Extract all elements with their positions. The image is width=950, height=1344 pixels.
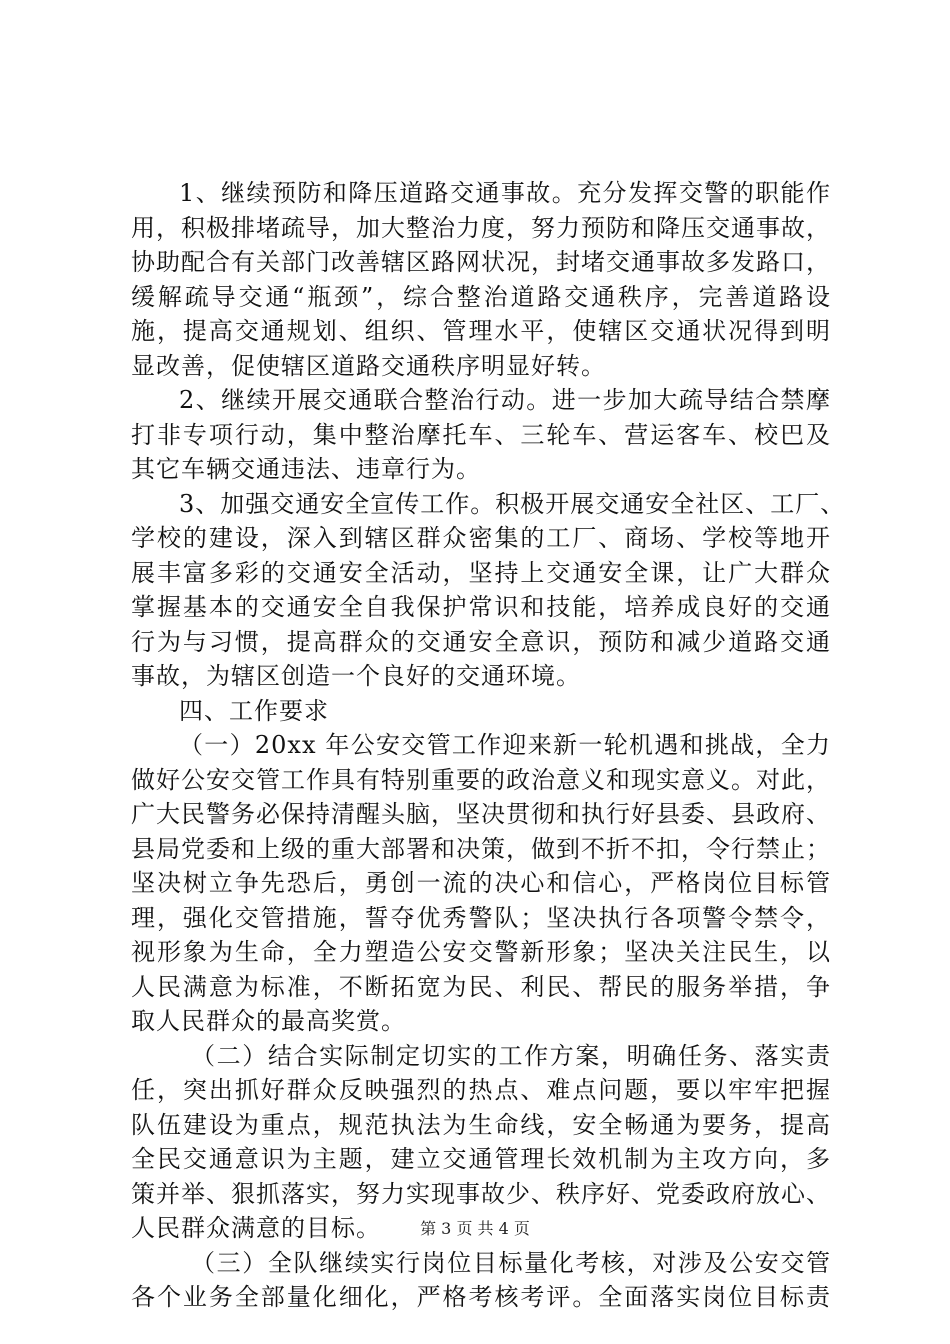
section-heading <box>131 694 831 729</box>
paragraph-2 <box>131 383 831 487</box>
text-line: （二）结合实际制定切实的工作方案，明确任务、落实责 <box>191 1041 831 1070</box>
text-line: 3、加强交通安全宣传工作。积极开展交通安全社区、工厂、 <box>179 489 846 518</box>
text-line: 广大民警务必保持清醒头脑，坚决贯彻和执行好县委、县政府、 <box>131 800 831 828</box>
text-line: 人民群众满意的目标。 <box>131 1214 381 1242</box>
document-body <box>131 176 846 1315</box>
text-line: 策并举、狠抓落实，努力实现事故少、秩序好、党委政府放心、 <box>131 1179 831 1208</box>
text-line: 打非专项行动，集中整治摩托车、三轮车、营运客车、校巴及 <box>131 420 831 449</box>
text-line: 显改善，促使辖区道路交通秩序明显好转。 <box>131 351 606 380</box>
text-line: 坚决树立争先恐后，勇创一流的决心和信心，严格岗位目标管 <box>131 869 831 897</box>
paragraph-4 <box>131 728 831 1039</box>
text-line: 1、继续预防和降压道路交通事故。充分发挥交警的职能作 <box>179 179 831 207</box>
text-line: 2、继续开展交通联合整治行动。进一步加大疏导结合禁摩 <box>179 386 831 414</box>
paragraph-5 <box>131 1039 831 1246</box>
text-line: 展丰富多彩的交通安全活动，坚持上交通安全课，让广大群众 <box>131 558 831 587</box>
heading-text: 四、工作要求 <box>179 696 329 725</box>
text-line: 任，突出抓好群众反映强烈的热点、难点问题，要以牢牢把握 <box>131 1076 831 1104</box>
text-line: 人民满意为标准，不断拓宽为民、利民、帮民的服务举措，争 <box>131 972 831 1001</box>
text-line: 用，积极排堵疏导，加大整治力度，努力预防和降压交通事故， <box>131 213 831 242</box>
text-line: 缓解疏导交通“瓶颈”，综合整治道路交通秩序，完善道路设 <box>131 282 831 311</box>
text-line: 施，提高交通规划、组织、管理水平，使辖区交通状况得到明 <box>131 317 831 345</box>
paragraph-3 <box>131 487 846 694</box>
text-line: 队伍建设为重点，规范执法为生命线，安全畅通为要务，提高 <box>131 1110 831 1139</box>
text-line: 学校的建设，深入到辖区群众密集的工厂、商场、学校等地开 <box>131 524 831 552</box>
text-line: 掌握基本的交通安全自我保护常识和技能，培养成良好的交通 <box>131 593 831 621</box>
text-line: （三）全队继续实行岗位目标量化考核，对涉及公安交管 <box>191 1248 831 1277</box>
text-line: 取人民群众的最高奖赏。 <box>131 1007 406 1035</box>
text-line: 县局党委和上级的重大部署和决策，做到不折不扣，令行禁止； <box>131 834 831 863</box>
paragraph-6 <box>131 1246 831 1315</box>
text-line: 做好公安交管工作具有特别重要的政治意义和现实意义。对此， <box>131 765 831 794</box>
text-line: 其它车辆交通违法、违章行为。 <box>131 455 481 483</box>
text-line: 理，强化交管措施，誓夺优秀警队；坚决执行各项警令禁令， <box>131 903 831 932</box>
paragraph-1 <box>131 176 831 383</box>
text-line: 视形象为生命，全力塑造公安交警新形象；坚决关注民生，以 <box>131 938 831 966</box>
text-line: 全民交通意识为主题，建立交通管理长效机制为主攻方向，多 <box>131 1145 831 1173</box>
text-line: 各个业务全部量化细化，严格考核考评。全面落实岗位目标责 <box>131 1283 831 1311</box>
text-line: 行为与习惯，提高群众的交通安全意识，预防和减少道路交通 <box>131 627 831 656</box>
text-line: （一）20xx 年公安交管工作迎来新一轮机遇和挑战，全力 <box>179 731 831 759</box>
text-line: 协助配合有关部门改善辖区路网状况，封堵交通事故多发路口， <box>131 248 831 276</box>
page-footer <box>0 1216 950 1239</box>
page-number: 第 3 页 共 4 页 <box>420 1219 530 1238</box>
text-line: 事故，为辖区创造一个良好的交通环境。 <box>131 662 581 690</box>
